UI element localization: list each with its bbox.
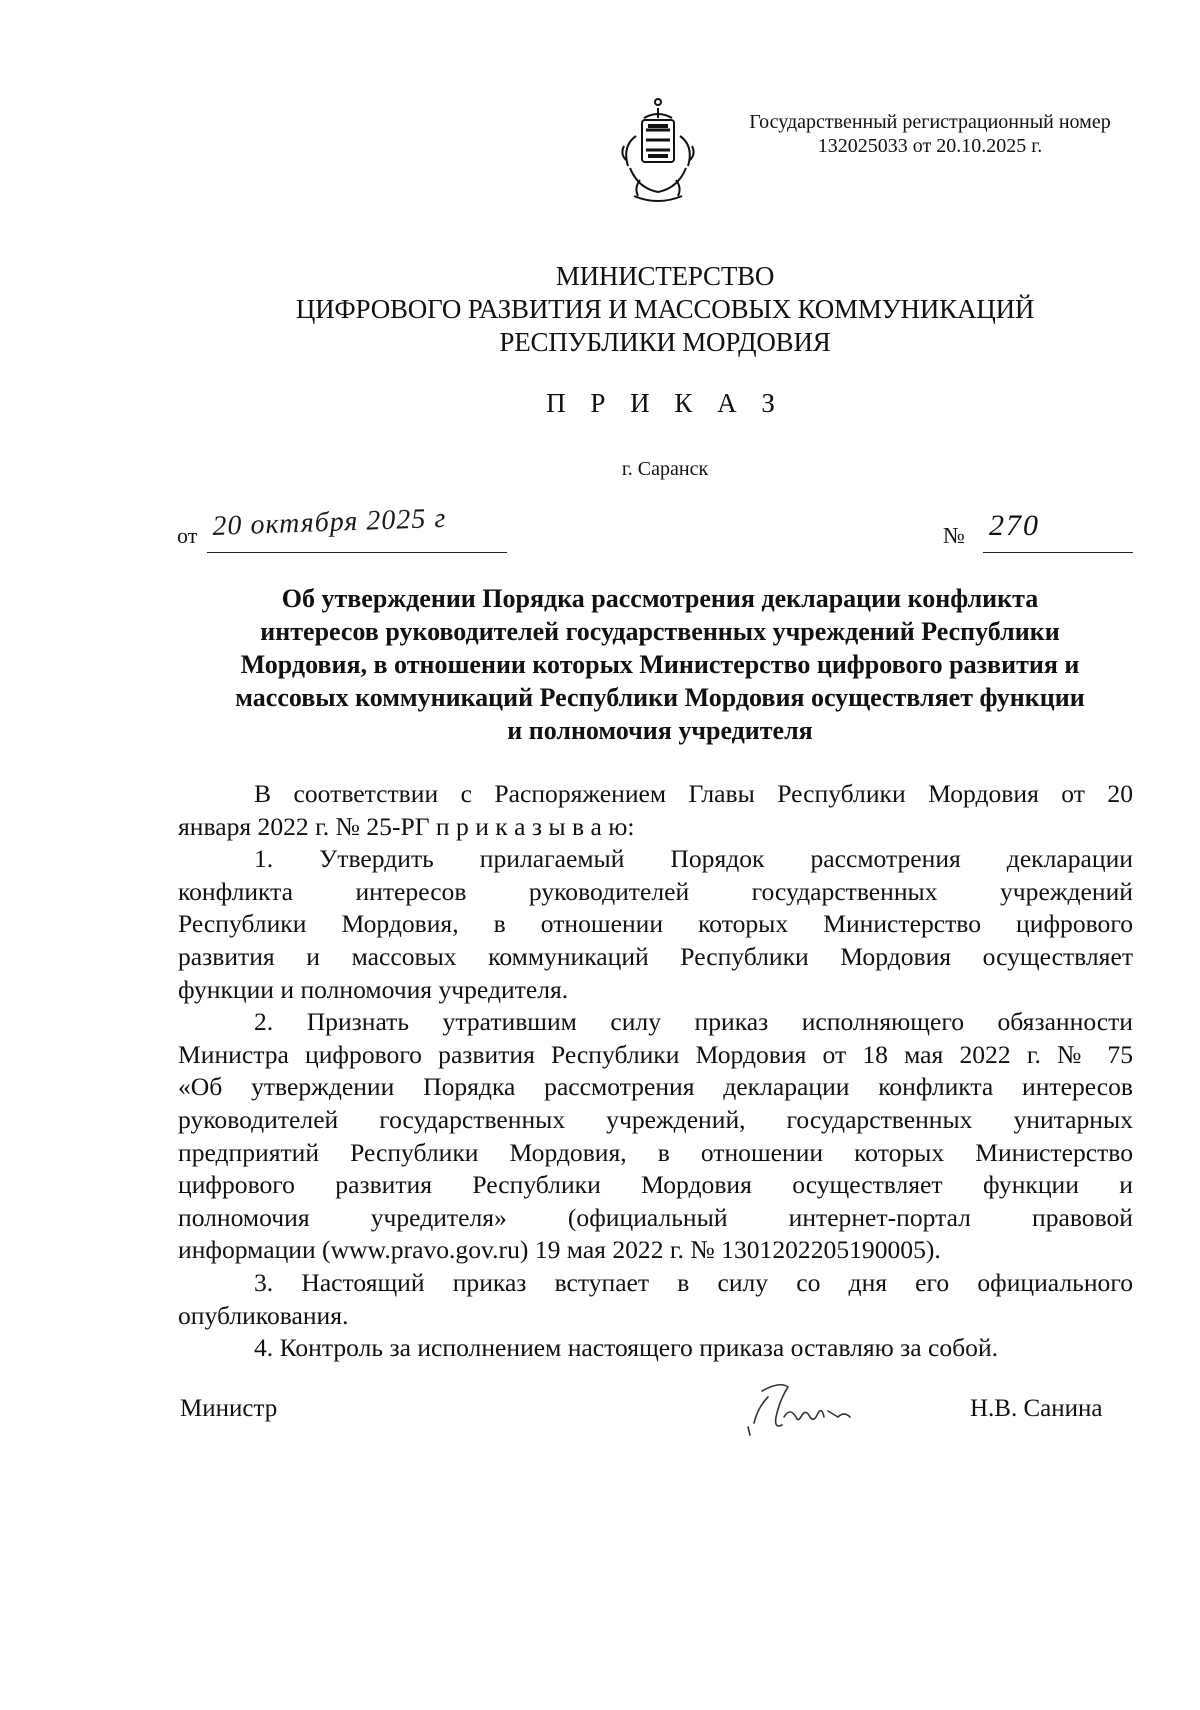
- number-sign: №: [943, 523, 965, 548]
- title-line-1: Об утверждении Порядка рассмотрения декларации конфликта: [281, 584, 1039, 613]
- item-2-line-8: информации (www.pravo.gov.ru) 19 мая 2022 г. № 1301202205190005).: [178, 1235, 941, 1265]
- document-body: [178, 778, 1133, 1365]
- item-2-line-4: руководителей государственных учреждений, государственных унитарных: [178, 1104, 1133, 1134]
- item-2-line-2: Министра цифрового развития Республики Мордовия от 18 мая 2022 г. № 75: [178, 1039, 1133, 1069]
- ministry-header: [0, 260, 1200, 359]
- city: г. Саранск: [621, 458, 709, 480]
- intro-line-1: В соответствии с Распоряжением Главы Республики Мордовия от 20: [254, 779, 1133, 808]
- item-2-line-7: полномочия учредителя» (официальный интернет-портал правовой: [178, 1202, 1133, 1232]
- item-4-line-1: 4. Контроль за исполнением настоящего приказа оставляю за собой.: [254, 1333, 999, 1363]
- document-title: [180, 582, 1140, 747]
- coat-of-arms-icon: [608, 96, 718, 214]
- ministry-line-2: ЦИФРОВОГО РАЗВИТИЯ И МАССОВЫХ КОММУНИКАЦИЙ: [295, 294, 1035, 324]
- date-handwritten: 20 октября 2025 г: [211, 502, 447, 543]
- item-1-line-5: функции и полномочия учредителя.: [178, 974, 569, 1004]
- item-1-line-3: Республики Мордовия, в отношении которых Министерство цифрового: [178, 909, 1133, 939]
- registration-value: 132025033 от 20.10.2025 г.: [817, 135, 1043, 157]
- handwritten-signature-icon: [740, 1377, 880, 1441]
- date-number-row: [177, 502, 1133, 555]
- item-1-line-1: 1. Утвердить прилагаемый Порядок рассмотрения декларации: [254, 844, 1133, 874]
- document-type: П Р И К А З: [546, 388, 784, 418]
- item-3-line-2: опубликования.: [178, 1300, 349, 1330]
- item-2-line-3: «Об утверждении Порядка рассмотрения декларации конфликта интересов: [178, 1072, 1133, 1102]
- item-2-line-1: 2. Признать утратившим силу приказ исполняющего обязанности: [254, 1007, 1133, 1037]
- registration-label: Государственный регистрационный номер: [749, 111, 1111, 133]
- ministry-line-3: РЕСПУБЛИКИ МОРДОВИЯ: [499, 327, 831, 357]
- date-prefix: от: [177, 523, 198, 548]
- number-underline: [983, 552, 1133, 553]
- number-handwritten: 270: [989, 509, 1040, 542]
- item-1-line-4: развития и массовых коммуникаций Республики Мордовия осуществляет: [178, 941, 1133, 971]
- intro-line-2: января 2022 г. № 25-РГ п р и к а з ы в а ю:: [178, 811, 635, 841]
- title-line-5: и полномочия учредителя: [507, 716, 813, 745]
- date-underline: [207, 552, 507, 553]
- item-2-line-6: цифрового развития Республики Мордовия осуществляет функции и: [178, 1170, 1133, 1200]
- signatory-name: Н.В. Санина: [970, 1395, 1103, 1422]
- title-line-4: массовых коммуникаций Республики Мордовия осуществляет функции: [235, 683, 1085, 712]
- registration-number: [720, 110, 1140, 158]
- ministry-line-1: МИНИСТЕРСТВО: [555, 261, 775, 291]
- title-line-3: Мордовия, в отношении которых Министерство цифрового развития и: [240, 650, 1080, 679]
- title-line-2: интересов руководителей государственных учреждений Республики: [260, 617, 1060, 646]
- item-3-line-1: 3. Настоящий приказ вступает в силу со дня его официального: [254, 1267, 1133, 1297]
- signatory-position: Министр: [180, 1395, 278, 1422]
- item-2-line-5: предприятий Республики Мордовия, в отношении которых Министерство: [178, 1137, 1133, 1167]
- item-1-line-2: конфликта интересов руководителей государственных учреждений: [178, 876, 1133, 906]
